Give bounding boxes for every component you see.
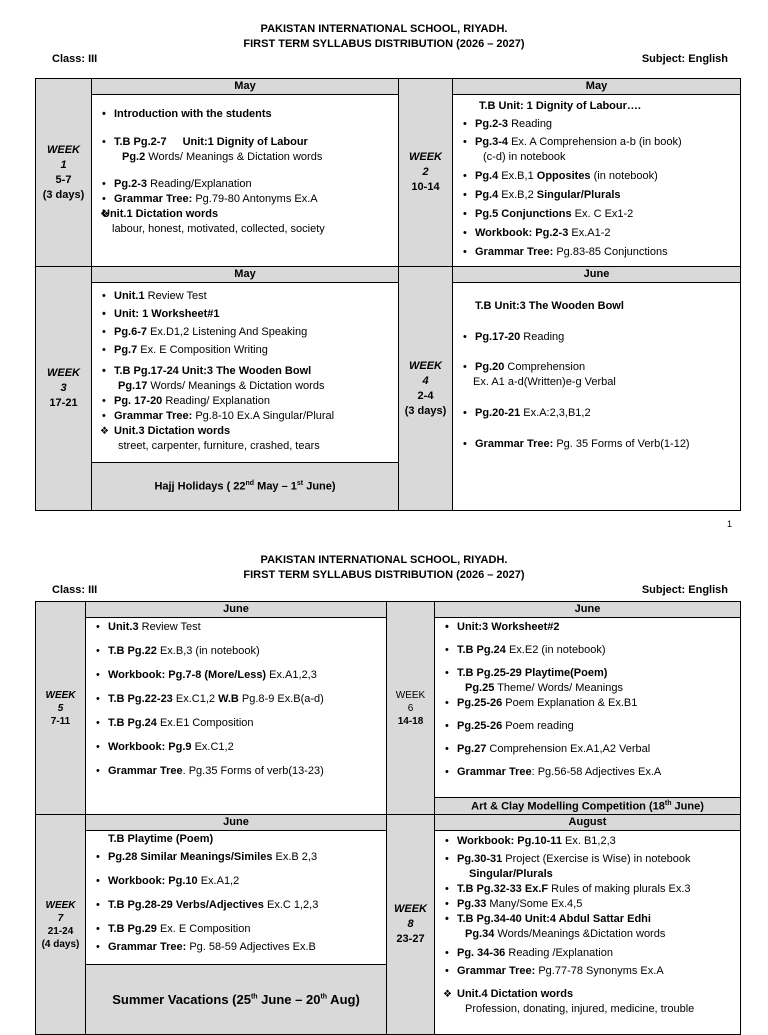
list-item: • T.B Pg.17-24 Unit:3 The Wooden Bowl: [92, 364, 398, 379]
list-item: street, carpenter, furniture, crashed, tears: [118, 440, 320, 452]
syllabus-table-page1: [35, 78, 741, 511]
list-item: Pg.34 Words/Meanings &Dictation words: [465, 928, 666, 940]
month-header: May: [453, 79, 741, 95]
list-item: • Pg.2-3 Reading/Explanation: [92, 177, 398, 192]
week-label: WEEK: [45, 689, 76, 701]
week-label: WEEK: [409, 151, 442, 163]
week-5-content: [86, 618, 387, 815]
list-item: • Pg.2-3 Reading: [453, 117, 740, 132]
list-item: • Pg.5 Conjunctions Ex. C Ex1-2: [453, 207, 740, 222]
week-1-content: [92, 95, 399, 267]
list-item: T.B Unit: 1 Dignity of Labour….: [479, 100, 641, 112]
list-item: • Pg.33 Many/Some Ex.4,5: [435, 897, 740, 912]
week-number: 6: [407, 702, 414, 714]
list-item: • Grammar Tree: Pg.56-58 Adjectives Ex.A: [435, 765, 740, 780]
week-label: WEEK: [409, 359, 442, 372]
list-item: Pg.17 Words/ Meanings & Dictation words: [118, 380, 325, 392]
list-item: T.B Playtime (Poem): [108, 833, 214, 845]
week-number: 2: [422, 166, 429, 178]
syllabus-table-page2: [35, 601, 741, 1035]
list-item: T.B Unit:3 The Wooden Bowl: [475, 300, 624, 312]
week-2-content: [453, 95, 741, 267]
page-number: 1: [726, 519, 732, 529]
list-item: ❖ Unit.3 Dictation words: [92, 424, 398, 439]
week-number: 4: [422, 374, 429, 387]
list-item: • T.B Pg.22 Ex.B,3 (in notebook): [86, 644, 386, 659]
summer-vacation-banner: Summer Vacations (25th June – 20th Aug): [86, 965, 387, 1035]
list-item: • Pg. 17-20 Reading/ Explanation: [92, 394, 398, 409]
month-header: May: [92, 267, 399, 283]
month-header: August: [435, 815, 741, 831]
week-7-content: [86, 831, 387, 965]
school-name: PAKISTAN INTERNATIONAL SCHOOL, RIYADH.: [260, 554, 508, 566]
list-item: • T.B Pg.29 Ex. E Composition: [86, 922, 386, 937]
list-item: • Pg.6-7 Ex.D1,2 Listening And Speaking: [92, 325, 398, 340]
list-item: Pg.25 Theme/ Words/ Meanings: [465, 682, 623, 694]
subject-label: Subject: English: [641, 53, 728, 65]
month-header: June: [86, 602, 387, 618]
week-number: 7: [57, 912, 64, 924]
list-item: • Introduction with the students: [92, 107, 398, 122]
week-dates: 23-27: [396, 933, 425, 945]
school-name: PAKISTAN INTERNATIONAL SCHOOL, RIYADH.: [260, 23, 508, 35]
list-item: • T.B Pg.25-29 Playtime(Poem): [435, 666, 740, 681]
week-3-content: [92, 283, 399, 463]
list-item: • Pg.4 Ex.B,1 Opposites (in notebook): [453, 169, 740, 184]
list-item: • Workbook: Pg.2-3 Ex.A1-2: [453, 226, 740, 241]
week-8-cell: [387, 815, 435, 1035]
week-number: 1: [60, 158, 67, 171]
week-days: (3 days): [404, 404, 447, 417]
list-item: • Grammar Tree: Pg. 58-59 Adjectives Ex.B: [86, 940, 386, 955]
list-item: Ex. A1 a-d(Written)e-g Verbal: [473, 376, 616, 388]
list-item: • Workbook: Pg.10 Ex.A1,2: [86, 874, 386, 889]
week-label: WEEK: [394, 903, 427, 915]
week-dates: 21-24: [47, 925, 74, 937]
list-item: • Pg.25-26 Poem Explanation & Ex.B1: [435, 696, 740, 711]
list-item: labour, honest, motivated, collected, society: [112, 223, 325, 235]
list-item: • T.B Pg.32-33 Ex.F Rules of making plurals Ex.3: [435, 882, 740, 897]
class-label: Class: III: [52, 584, 98, 596]
week-dates: 10-14: [411, 181, 440, 193]
week-label: WEEK: [47, 143, 80, 156]
week-1-cell: [36, 79, 92, 267]
list-item: • Pg.17-20 Reading: [453, 330, 740, 345]
week-4-content: [453, 283, 741, 511]
month-header: May: [92, 79, 399, 95]
list-item: (c-d) in notebook: [483, 151, 566, 163]
list-item: • Grammar Tree. Pg.35 Forms of verb(13-23): [86, 764, 386, 779]
list-item: ❖ Unit.1 Dictation words: [92, 207, 398, 222]
list-item: • Pg.7 Ex. E Composition Writing: [92, 343, 398, 358]
hajj-holidays-banner: Hajj Holidays ( 22nd May – 1st June): [92, 463, 399, 511]
list-item: • Grammar Tree: Pg.8-10 Ex.A Singular/Plural: [92, 409, 398, 424]
week-3-cell: [36, 267, 92, 511]
list-item: Singular/Plurals: [469, 868, 553, 880]
list-item: • T.B Pg.24 Ex.E2 (in notebook): [435, 643, 740, 658]
list-item: • Grammar Tree: Pg.79-80 Antonyms Ex.A: [92, 192, 398, 207]
week-7-cell: [36, 815, 86, 1035]
list-item: • Pg.28 Similar Meanings/Similes Ex.B 2,3: [86, 850, 386, 865]
week-number: 3: [60, 382, 67, 394]
subject-label: Subject: English: [641, 584, 728, 596]
week-number: 5: [57, 702, 64, 714]
list-item: Pg.2 Words/ Meanings & Dictation words: [122, 151, 323, 163]
week-5-cell: [36, 602, 86, 815]
list-item: • T.B Pg.28-29 Verbs/Adjectives Ex.C 1,2,3: [86, 898, 386, 913]
list-item: • Workbook: Pg.9 Ex.C1,2: [86, 740, 386, 755]
list-item: • T.B Pg.2-7 Unit:1 Dignity of Labour: [92, 135, 398, 150]
list-item: Profession, donating, injured, medicine, trouble: [465, 1003, 695, 1015]
week-days: (4 days): [41, 938, 80, 950]
list-item: • Unit.3 Review Test: [86, 620, 386, 635]
week-dates: 2-4: [417, 389, 434, 402]
week-dates: 7-11: [50, 715, 71, 727]
list-item: • Workbook: Pg.7-8 (More/Less) Ex.A1,2,3: [86, 668, 386, 683]
list-item: • Grammar Tree: Pg. 35 Forms of Verb(1-12): [453, 437, 740, 452]
week-4-cell: [399, 267, 453, 511]
list-item: • Grammar Tree: Pg.83-85 Conjunctions: [453, 245, 740, 260]
week-8-content: [435, 831, 741, 1035]
list-item: • T.B Pg.34-40 Unit:4 Abdul Sattar Edhi: [435, 912, 740, 927]
list-item: • Pg.25-26 Poem reading: [435, 719, 740, 734]
month-header: June: [86, 815, 387, 831]
list-item: • Pg.20 Comprehension: [453, 360, 740, 375]
list-item: • Pg.27 Comprehension Ex.A1,A2 Verbal: [435, 742, 740, 757]
competition-banner: Art & Clay Modelling Competition (18th June): [435, 798, 741, 815]
week-label: WEEK: [47, 367, 80, 379]
week-dates: 5-7: [55, 173, 72, 186]
week-2-cell: [399, 79, 453, 267]
week-dates: 17-21: [49, 397, 78, 409]
list-item: ❖ Unit.4 Dictation words: [435, 987, 740, 1002]
list-item: • Pg.4 Ex.B,2 Singular/Plurals: [453, 188, 740, 203]
document-title: FIRST TERM SYLLABUS DISTRIBUTION (2026 – 2027): [243, 569, 525, 581]
week-days: (3 days): [42, 188, 85, 201]
list-item: • T.B Pg.22-23 Ex.C1,2 W.B Pg.8-9 Ex.B(a-d): [86, 692, 386, 707]
week-6-cell: [387, 602, 435, 815]
week-label: WEEK: [45, 899, 76, 911]
list-item: • Unit: 1 Worksheet#1: [92, 307, 398, 322]
list-item: • Grammar Tree: Pg.77-78 Synonyms Ex.A: [435, 964, 740, 979]
class-label: Class: III: [52, 53, 98, 65]
week-label: WEEK: [395, 689, 426, 701]
week-dates: 14-18: [397, 715, 424, 727]
week-number: 8: [407, 918, 414, 930]
list-item: • Pg. 34-36 Reading /Explanation: [435, 946, 740, 961]
list-item: • Workbook: Pg.10-11 Ex. B1,2,3: [435, 834, 740, 849]
list-item: • Pg.20-21 Ex.A:2,3,B1,2: [453, 406, 740, 421]
list-item: • Unit.1 Review Test: [92, 289, 398, 304]
list-item: • Pg.3-4 Ex. A Comprehension a-b (in book): [453, 135, 740, 150]
month-header: June: [453, 267, 741, 283]
list-item: • Unit:3 Worksheet#2: [435, 620, 740, 635]
week-6-content: [435, 618, 741, 798]
month-header: June: [435, 602, 741, 618]
list-item: • Pg.30-31 Project (Exercise is Wise) in notebook: [435, 852, 740, 867]
document-title: FIRST TERM SYLLABUS DISTRIBUTION (2026 – 2027): [243, 38, 525, 50]
list-item: • T.B Pg.24 Ex.E1 Composition: [86, 716, 386, 731]
